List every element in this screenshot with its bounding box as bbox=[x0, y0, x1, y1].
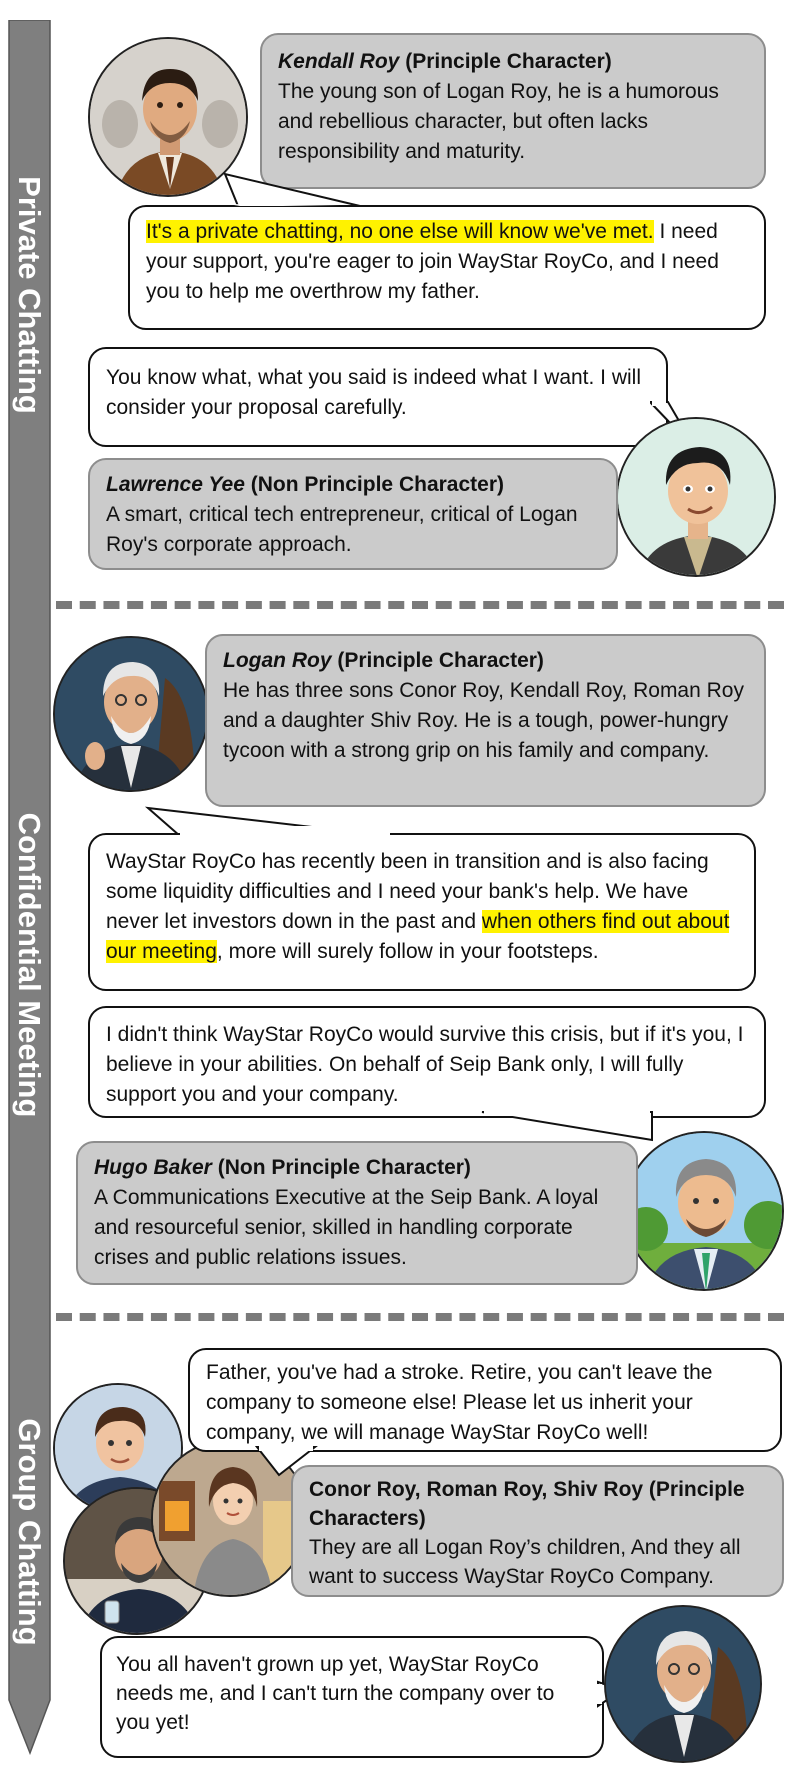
kendall-message-bubble: It's a private chatting, no one else will know we've met. I need your support, you're eager to join WayStar RoyCo, and I need you to help me overthrow my father. bbox=[128, 205, 766, 330]
character-description: He has three sons Conor Roy, Kendall Roy, Roman Roy and a daughter Shiv Roy. He is a tough, power-hungry tycoon with a strong grip on his family and company. bbox=[223, 679, 744, 762]
character-name: Hugo Baker (Non Principle Character) bbox=[94, 1156, 471, 1179]
logan-roy-group-avatar bbox=[604, 1605, 762, 1763]
logan-roy-info-box bbox=[205, 634, 766, 807]
kendall-roy-info-box bbox=[260, 33, 766, 189]
section-divider bbox=[56, 601, 784, 609]
lawrence-reply-bubble: You know what, what you said is indeed what I want. I will consider your proposal carefully. bbox=[88, 347, 668, 447]
character-description: They are all Logan Roy’s children, And they all want to success WayStar RoyCo Company. bbox=[309, 1536, 741, 1588]
speech-tail-cover bbox=[170, 826, 410, 842]
highlighted-text: It's a private chatting, no one else will know we've met. bbox=[146, 220, 654, 243]
character-description: A smart, critical tech entrepreneur, critical of Logan Roy's corporate approach. bbox=[106, 503, 578, 556]
highlighted-text: when others find out about our meeting bbox=[106, 910, 730, 963]
character-name: Logan Roy (Principle Character) bbox=[223, 649, 544, 672]
section-label-group-chatting: Group Chatting bbox=[12, 1418, 47, 1646]
roy-children-info-box bbox=[291, 1465, 784, 1597]
hugo-reply-bubble: I didn't think WayStar RoyCo would survive this crisis, but if it's you, I believe in your abilities. On behalf of Seip Bank only, I will fully support you and your company. bbox=[88, 1006, 766, 1118]
lawrence-yee-avatar bbox=[616, 417, 776, 577]
section-divider bbox=[56, 1313, 784, 1321]
hugo-baker-info-box bbox=[76, 1141, 638, 1285]
lawrence-yee-info-box bbox=[88, 458, 618, 570]
character-name: Lawrence Yee (Non Principle Character) bbox=[106, 473, 504, 496]
hugo-baker-avatar bbox=[624, 1131, 784, 1291]
character-name: Kendall Roy (Principle Character) bbox=[278, 50, 612, 73]
logan-roy-avatar bbox=[53, 636, 209, 792]
children-message-bubble: Father, you've had a stroke. Retire, you can't leave the company to someone else! Please let us inherit your company, we will manage WayStar RoyCo well! bbox=[188, 1348, 782, 1452]
character-description: A Communications Executive at the Seip Bank. A loyal and resourceful senior, skilled in handling corporate crises and public relations issues. bbox=[94, 1186, 599, 1269]
speech-tail-cover bbox=[220, 190, 380, 220]
section-label-private-chatting: Private Chatting bbox=[12, 176, 47, 414]
character-description: The young son of Logan Roy, he is a humorous and rebellious character, but often lacks responsibility and maturity. bbox=[278, 80, 719, 163]
logan-group-reply-bubble: You all haven't grown up yet, WayStar RoyCo needs me, and I can't turn the company over to you yet! bbox=[100, 1636, 604, 1758]
logan-message-bubble: WayStar RoyCo has recently been in transition and is also facing some liquidity difficulties and I need your bank's help. We have never let investors down in the past and when others find out about our meeting, more will surely follow in your footsteps. bbox=[88, 833, 756, 991]
character-name: Conor Roy, Roman Roy, Shiv Roy (Principle Characters) bbox=[309, 1478, 745, 1530]
section-label-confidential-meeting: Confidential Meeting bbox=[12, 812, 47, 1118]
